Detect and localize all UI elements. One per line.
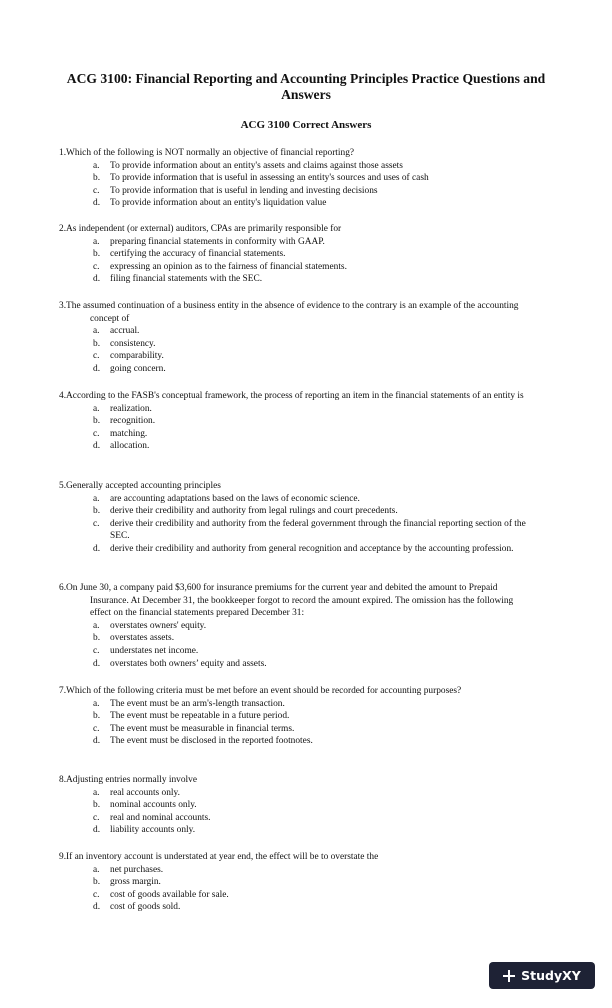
answer-option bbox=[59, 325, 529, 338]
answer-option bbox=[59, 505, 529, 518]
answer-option bbox=[59, 236, 529, 249]
option-text: expressing an opinion as to the fairness of financial statements. bbox=[110, 261, 347, 272]
option-letter: c. bbox=[93, 261, 100, 272]
question-stem: 5.Generally accepted accounting principles bbox=[59, 481, 221, 491]
option-text: overstates both owners’ equity and assets. bbox=[110, 658, 267, 669]
option-text: accrual. bbox=[110, 326, 140, 337]
question-3 bbox=[59, 300, 529, 376]
option-text: nominal accounts only. bbox=[110, 800, 197, 811]
option-letter: d. bbox=[93, 736, 101, 747]
option-text: allocation. bbox=[110, 441, 150, 452]
option-letter: c. bbox=[93, 428, 100, 439]
option-text: To provide information about an entity's liquidation value bbox=[110, 198, 327, 209]
answer-option bbox=[59, 415, 529, 428]
answer-option bbox=[59, 698, 529, 711]
answer-option bbox=[59, 493, 529, 506]
option-letter: a. bbox=[93, 493, 100, 504]
question-6 bbox=[59, 582, 529, 670]
option-letter: d. bbox=[93, 274, 101, 285]
answer-option bbox=[59, 876, 529, 889]
answer-option bbox=[59, 261, 529, 274]
option-letter: b. bbox=[93, 416, 101, 427]
option-text: derive their credibility and authority from the federal government through the financial reporting section of the SEC. bbox=[110, 518, 526, 542]
document-title: ACG 3100: Financial Reporting and Accounting Principles Practice Questions and Answers bbox=[66, 71, 546, 102]
answer-option bbox=[59, 658, 529, 671]
option-letter: b. bbox=[93, 506, 101, 517]
option-letter: d. bbox=[93, 902, 101, 913]
answer-option bbox=[59, 160, 529, 173]
option-text: going concern. bbox=[110, 363, 166, 374]
option-text: consistency. bbox=[110, 338, 156, 349]
question-stem: 8.Adjusting entries normally involve bbox=[59, 775, 198, 785]
option-text: overstates owners' equity. bbox=[110, 620, 207, 631]
option-letter: b. bbox=[93, 633, 101, 644]
answer-option bbox=[59, 440, 529, 453]
answer-option bbox=[59, 645, 529, 658]
option-letter: b. bbox=[93, 800, 101, 811]
answer-option bbox=[59, 799, 529, 812]
option-letter: a. bbox=[93, 864, 100, 875]
answer-option bbox=[59, 172, 529, 185]
question-7 bbox=[59, 685, 529, 748]
answer-option bbox=[59, 710, 529, 723]
option-text: liability accounts only. bbox=[110, 825, 196, 836]
question-stem: 9.If an inventory account is understated at year end, the effect will be to overstate the bbox=[59, 852, 379, 862]
option-letter: d. bbox=[93, 543, 101, 554]
option-text: understates net income. bbox=[110, 645, 199, 656]
question-stem: 3.The assumed continuation of a business entity in the absence of evidence to the contrary is an example of the accounting concept of bbox=[59, 301, 519, 324]
option-text: realization. bbox=[110, 403, 152, 414]
answer-option bbox=[59, 824, 529, 837]
option-text: derive their credibility and authority from general recognition and acceptance by the accounting profession. bbox=[110, 543, 514, 554]
option-letter: a. bbox=[93, 236, 100, 247]
option-text: cost of goods sold. bbox=[110, 902, 181, 913]
question-9 bbox=[59, 851, 529, 914]
document-subtitle: ACG 3100 Correct Answers bbox=[240, 119, 372, 131]
option-letter: c. bbox=[93, 351, 100, 362]
option-letter: a. bbox=[93, 620, 100, 631]
option-text: filing financial statements with the SEC. bbox=[110, 274, 263, 285]
option-letter: a. bbox=[93, 403, 100, 414]
answer-option bbox=[59, 812, 529, 825]
answer-option bbox=[59, 735, 529, 748]
studyxy-logo[interactable] bbox=[489, 962, 595, 989]
option-letter: d. bbox=[93, 198, 101, 209]
question-1 bbox=[59, 147, 529, 210]
option-letter: a. bbox=[93, 326, 100, 337]
option-letter: c. bbox=[93, 889, 100, 900]
option-letter: c. bbox=[93, 518, 100, 529]
option-text: net purchases. bbox=[110, 864, 164, 875]
option-text: are accounting adaptations based on the laws of economic science. bbox=[110, 493, 360, 504]
question-stem: 4.According to the FASB's conceptual framework, the process of reporting an item in the financial statements of an entity is bbox=[59, 391, 524, 401]
answer-option bbox=[59, 901, 529, 914]
option-text: The event must be repeatable in a future period. bbox=[110, 711, 290, 722]
option-letter: a. bbox=[93, 160, 100, 171]
option-text: matching. bbox=[110, 428, 148, 439]
option-text: overstates assets. bbox=[110, 633, 175, 644]
option-text: To provide information that is useful in lending and investing decisions bbox=[110, 185, 378, 196]
answer-option bbox=[59, 632, 529, 645]
question-8 bbox=[59, 774, 529, 837]
option-letter: b. bbox=[93, 877, 101, 888]
option-text: recognition. bbox=[110, 416, 156, 427]
option-letter: d. bbox=[93, 658, 101, 669]
answer-option bbox=[59, 185, 529, 198]
answer-option bbox=[59, 197, 529, 210]
answer-option bbox=[59, 864, 529, 877]
answer-option bbox=[59, 620, 529, 633]
answer-option bbox=[59, 338, 529, 351]
question-stem: 6.On June 30, a company paid $3,600 for insurance premiums for the current year and debited the amount to Prepaid Insurance. At December 31, the bookkeeper forgot to record the amount expired. The omission has the following effect on the financial statements prepared December 31: bbox=[59, 583, 514, 619]
answer-option bbox=[59, 248, 529, 261]
option-text: To provide information that is useful in assessing an entity's sources and uses of cash bbox=[110, 173, 429, 184]
answer-option bbox=[59, 723, 529, 736]
option-letter: a. bbox=[93, 787, 100, 798]
question-2 bbox=[59, 223, 529, 286]
option-text: real and nominal accounts. bbox=[110, 812, 211, 823]
option-text: The event must be measurable in financial terms. bbox=[110, 723, 295, 734]
option-letter: b. bbox=[93, 249, 101, 260]
option-text: comparability. bbox=[110, 351, 164, 362]
option-letter: c. bbox=[93, 723, 100, 734]
option-letter: b. bbox=[93, 173, 101, 184]
answer-option bbox=[59, 518, 529, 543]
option-letter: d. bbox=[93, 825, 101, 836]
answer-option bbox=[59, 787, 529, 800]
option-letter: c. bbox=[93, 185, 100, 196]
answer-option bbox=[59, 273, 529, 286]
option-text: real accounts only. bbox=[110, 787, 180, 798]
brand-name: StudyXY bbox=[521, 968, 581, 983]
question-stem: 1.Which of the following is NOT normally an objective of financial reporting? bbox=[59, 148, 355, 158]
option-text: The event must be disclosed in the reported footnotes. bbox=[110, 736, 313, 747]
answer-option bbox=[59, 889, 529, 902]
option-letter: a. bbox=[93, 698, 100, 709]
option-text: To provide information about an entity's assets and claims against those assets bbox=[110, 160, 403, 171]
option-text: derive their credibility and authority from legal rulings and court precedents. bbox=[110, 506, 398, 517]
plus-icon bbox=[503, 970, 515, 982]
question-stem: 2.As independent (or external) auditors, CPAs are primarily responsible for bbox=[59, 224, 342, 234]
option-letter: c. bbox=[93, 645, 100, 656]
option-letter: d. bbox=[93, 441, 101, 452]
answer-option bbox=[59, 363, 529, 376]
option-letter: c. bbox=[93, 812, 100, 823]
option-letter: b. bbox=[93, 711, 101, 722]
option-text: cost of goods available for sale. bbox=[110, 889, 229, 900]
answer-option bbox=[59, 350, 529, 363]
question-4 bbox=[59, 390, 529, 453]
option-text: preparing financial statements in conformity with GAAP. bbox=[110, 236, 325, 247]
answer-option bbox=[59, 428, 529, 441]
question-stem: 7.Which of the following criteria must be met before an event should be recorded for accounting purposes? bbox=[59, 686, 462, 696]
option-letter: b. bbox=[93, 338, 101, 349]
option-letter: d. bbox=[93, 363, 101, 374]
option-text: gross margin. bbox=[110, 877, 161, 888]
option-text: certifying the accuracy of financial statements. bbox=[110, 249, 286, 260]
answer-option bbox=[59, 403, 529, 416]
answer-option bbox=[59, 543, 529, 556]
option-text: The event must be an arm's-length transaction. bbox=[110, 698, 285, 709]
question-5 bbox=[59, 480, 529, 556]
